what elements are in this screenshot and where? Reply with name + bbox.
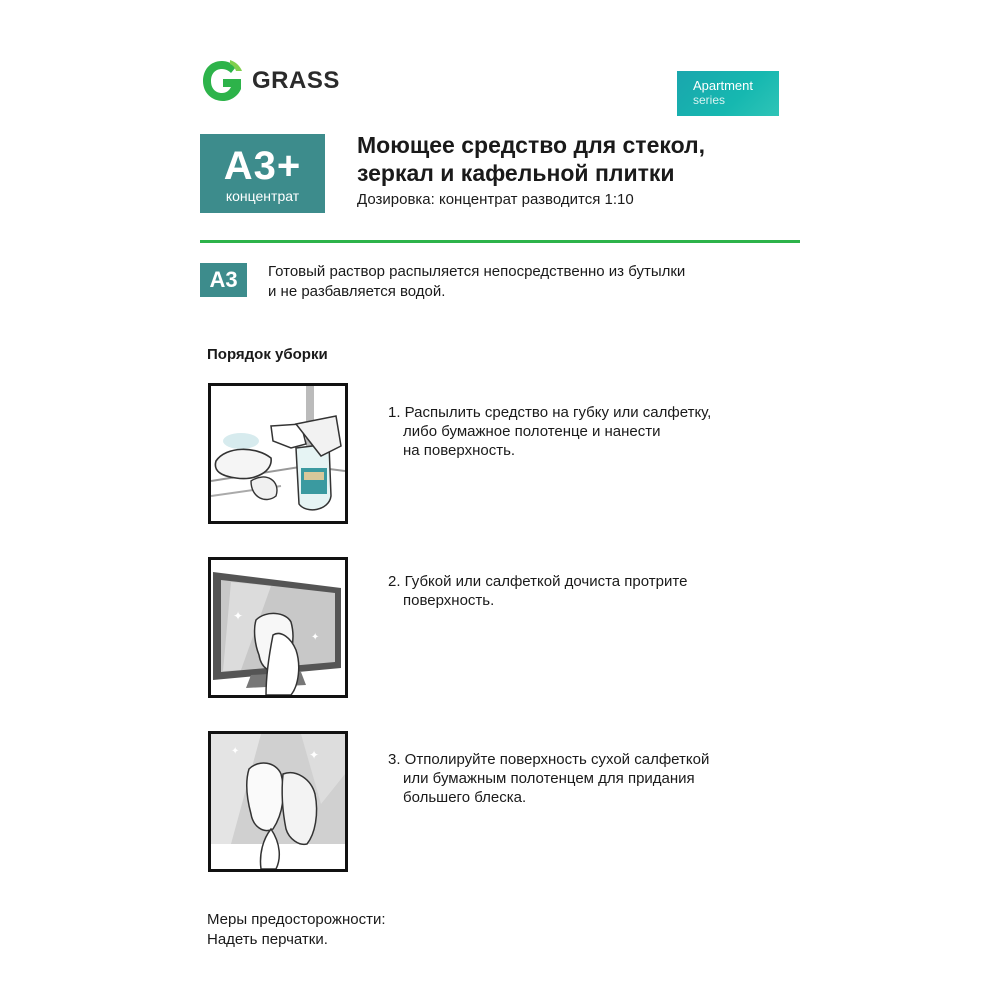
brand-name: GRASS (252, 67, 340, 94)
step3-line1: 3. Отполируйте поверхность сухой салфеткой (388, 751, 710, 768)
dosage-text: Дозировка: концентрат разводится 1:10 (357, 191, 634, 208)
svg-text:✦: ✦ (231, 746, 240, 757)
step2-line2: поверхность. (403, 592, 495, 609)
step3-text (388, 750, 709, 807)
title-line1: Моющее средство для стекол, (357, 132, 706, 158)
ready-solution-line1: Готовый раствор распыляется непосредственно из бутылки (268, 263, 686, 280)
wiping-screen-icon (211, 560, 345, 695)
step1-text (388, 403, 711, 460)
series-badge-line1: Apartment (693, 78, 753, 93)
cleaning-procedure-title: Порядок уборки (207, 346, 328, 363)
step3-illustration (208, 731, 348, 872)
product-code: A3+ (223, 144, 302, 188)
precautions-text: Надеть перчатки. (207, 931, 328, 948)
green-divider (200, 240, 800, 243)
product-title (357, 131, 705, 187)
svg-text:✦: ✦ (309, 748, 320, 762)
precautions-title: Меры предосторожности: (207, 911, 386, 928)
title-line2: зеркал и кафельной плитки (357, 160, 675, 186)
series-badge (677, 71, 779, 116)
step3-line2: или бумажным полотенцем для придания (403, 770, 695, 787)
step2-line1: 2. Губкой или салфеткой дочиста протрите (388, 573, 688, 590)
ready-solution-text (268, 262, 685, 302)
grass-logo-icon (200, 58, 244, 104)
product-type-label: концентрат (225, 188, 300, 204)
step1-line2: либо бумажное полотенце и нанести (403, 423, 661, 440)
step1-illustration (208, 383, 348, 524)
step3-line3: большего блеска. (403, 789, 527, 806)
step2-text (388, 572, 687, 610)
svg-text:✦: ✦ (233, 609, 244, 623)
product-code-badge (200, 134, 325, 213)
precautions (207, 910, 386, 950)
ready-solution-badge: A3 (200, 263, 247, 297)
series-badge-line2: series (693, 93, 726, 107)
step2-illustration (208, 557, 348, 698)
step1-line3: на поверхность. (403, 442, 516, 459)
polishing-cloth-icon (211, 734, 345, 869)
brand-logo (200, 58, 340, 104)
spray-bottle-sponge-icon (211, 386, 345, 521)
ready-solution-line2: и не разбавляется водой. (268, 283, 446, 300)
svg-text:✦: ✦ (311, 632, 320, 643)
step1-line1: 1. Распылить средство на губку или салфетку, (388, 404, 712, 421)
